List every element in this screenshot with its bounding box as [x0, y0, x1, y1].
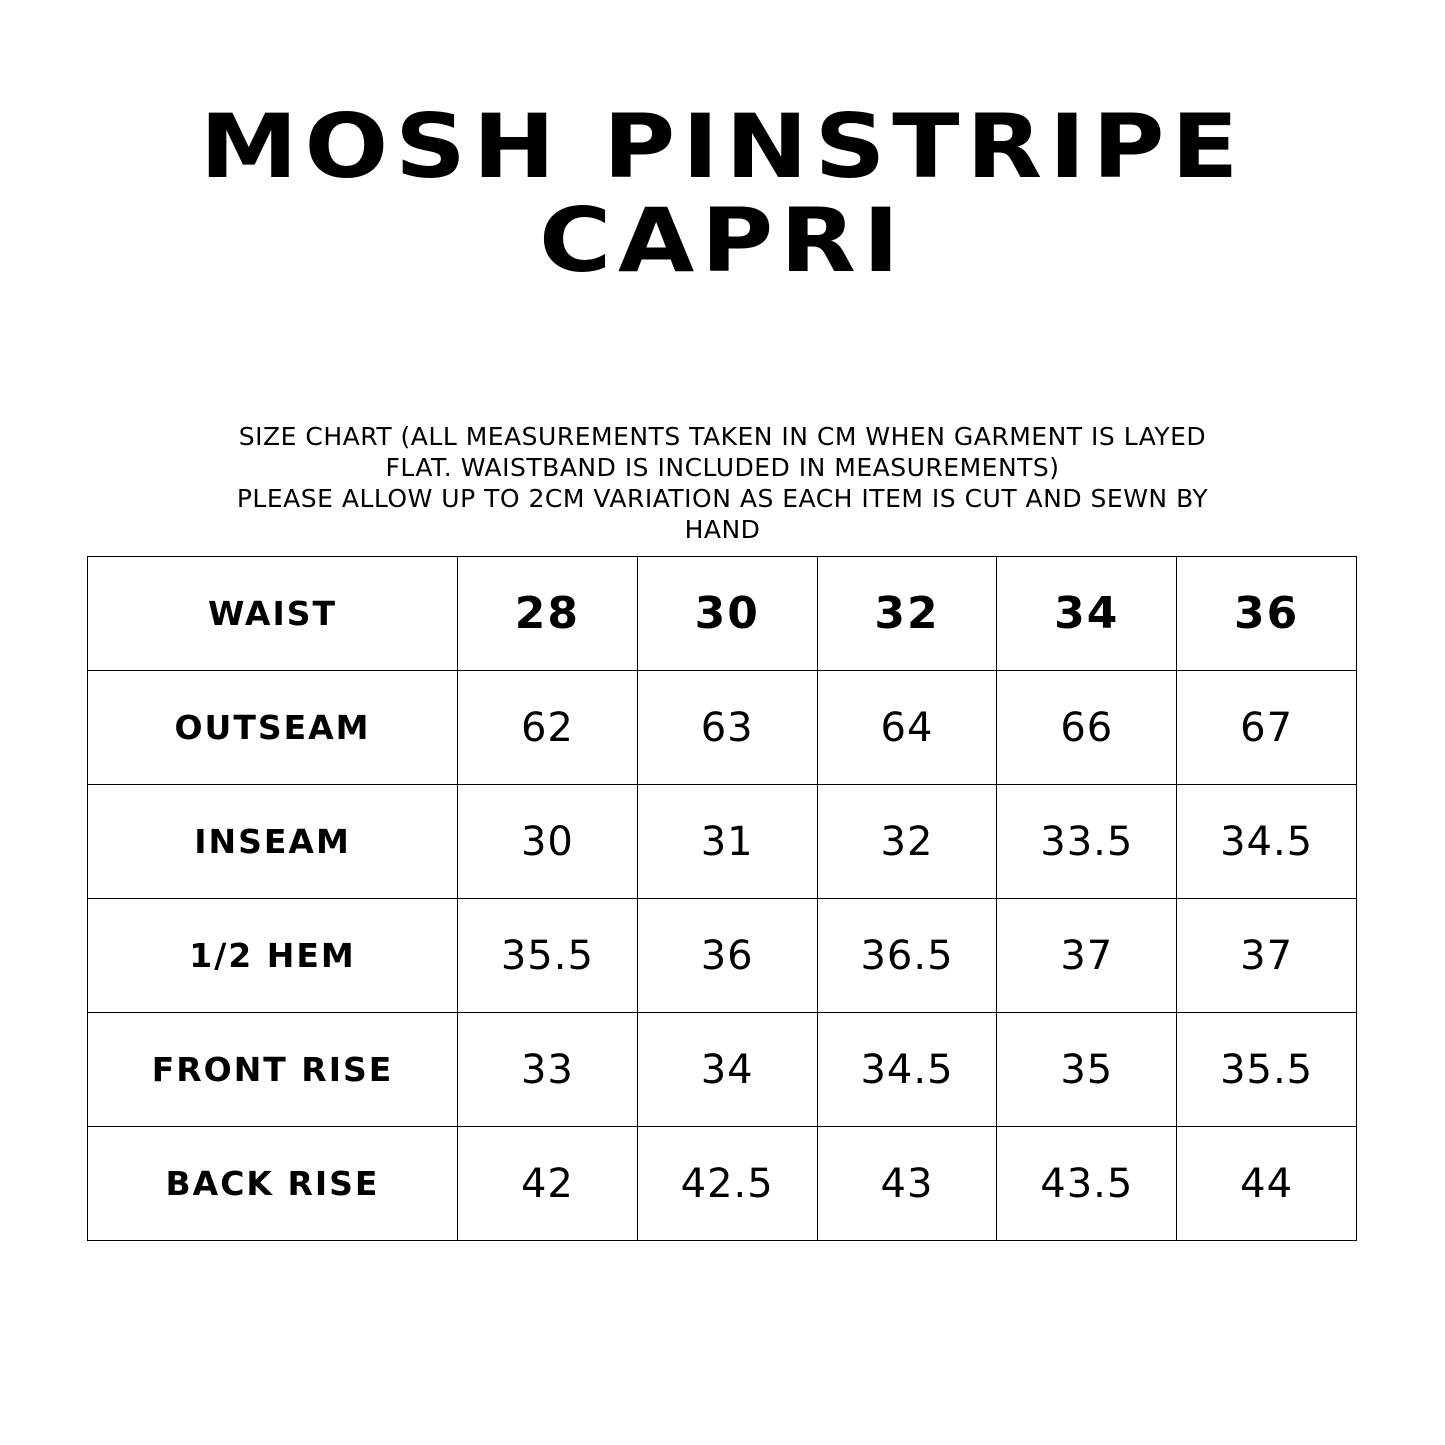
table-cell: 63 — [637, 671, 817, 785]
table-cell: 43 — [817, 1127, 997, 1241]
table-row — [88, 1013, 1357, 1127]
size-28: 28 — [458, 557, 638, 671]
table-row — [88, 1127, 1357, 1241]
title-line-1: MOSH PINSTRIPE — [199, 95, 1246, 198]
table-cell: 34.5 — [817, 1013, 997, 1127]
table-row — [88, 899, 1357, 1013]
size-34: 34 — [997, 557, 1177, 671]
note-line-2: FLAT. WAISTBAND IS INCLUDED IN MEASUREMENTS) — [385, 453, 1060, 482]
table-row — [88, 671, 1357, 785]
table-cell: 33.5 — [997, 785, 1177, 899]
table-cell: 32 — [817, 785, 997, 899]
row-label-back-rise: BACK RISE — [88, 1127, 458, 1241]
table-row — [88, 785, 1357, 899]
note-line-4: HAND — [684, 515, 761, 544]
table-cell: 30 — [458, 785, 638, 899]
table-cell: 64 — [817, 671, 997, 785]
table-cell: 35.5 — [458, 899, 638, 1013]
size-chart-table — [87, 556, 1357, 1241]
table-cell: 66 — [997, 671, 1177, 785]
table-cell: 44 — [1177, 1127, 1357, 1241]
size-chart-note — [100, 421, 1345, 545]
table-cell: 37 — [1177, 899, 1357, 1013]
table-cell: 43.5 — [997, 1127, 1177, 1241]
size-36: 36 — [1177, 557, 1357, 671]
table-cell: 36.5 — [817, 899, 997, 1013]
table-cell: 37 — [997, 899, 1177, 1013]
table-cell: 34 — [637, 1013, 817, 1127]
table-cell: 35.5 — [1177, 1013, 1357, 1127]
size-32: 32 — [817, 557, 997, 671]
row-label-outseam: OUTSEAM — [88, 671, 458, 785]
table-cell: 34.5 — [1177, 785, 1357, 899]
row-label-inseam: INSEAM — [88, 785, 458, 899]
waist-label: WAIST — [88, 557, 458, 671]
table-cell: 33 — [458, 1013, 638, 1127]
table-cell: 42.5 — [637, 1127, 817, 1241]
table-cell: 36 — [637, 899, 817, 1013]
table-cell: 35 — [997, 1013, 1177, 1127]
table-cell: 42 — [458, 1127, 638, 1241]
note-line-3: PLEASE ALLOW UP TO 2CM VARIATION AS EACH ITEM IS CUT AND SEWN BY — [236, 484, 1209, 513]
page-title — [0, 95, 1445, 292]
table-cell: 31 — [637, 785, 817, 899]
note-line-1: SIZE CHART (ALL MEASUREMENTS TAKEN IN CM WHEN GARMENT IS LAYED — [238, 422, 1207, 451]
title-line-2: CAPRI — [538, 189, 907, 292]
table-header-row — [88, 557, 1357, 671]
table-cell: 67 — [1177, 671, 1357, 785]
row-label-half-hem: 1/2 HEM — [88, 899, 458, 1013]
size-30: 30 — [637, 557, 817, 671]
row-label-front-rise: FRONT RISE — [88, 1013, 458, 1127]
table-cell: 62 — [458, 671, 638, 785]
